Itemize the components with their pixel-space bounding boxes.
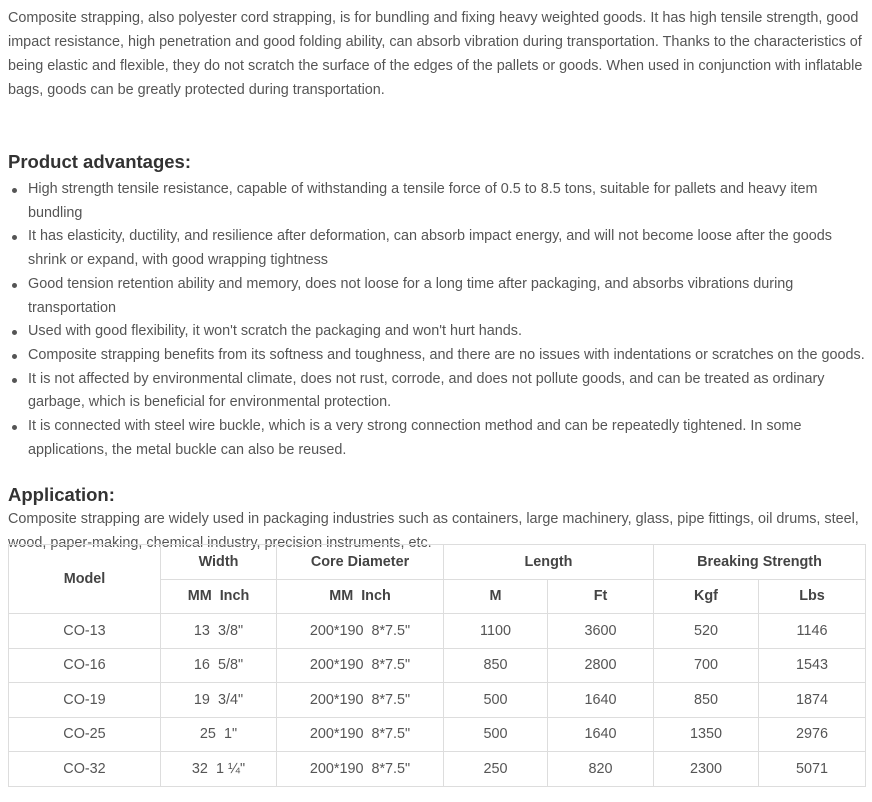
- width-inch-value: 1 ¼": [215, 760, 246, 777]
- lbs-cell: 1146: [759, 614, 866, 649]
- advantage-item: It is connected with steel wire buckle, which is a very strong connection method and can be repeatedly tightened. In some applications, the metal buckle can also be reused.: [28, 415, 868, 462]
- model-cell: CO-19: [9, 683, 161, 718]
- table-row: [9, 614, 866, 649]
- width-inch-value: 3/8": [217, 622, 244, 639]
- width-header: Width: [161, 545, 277, 580]
- intro-paragraph: Composite strapping, also polyester cord strapping, is for bundling and fixing heavy weighted goods. It has high tensile strength, good impact resistance, high penetration and good folding ability, can absorb vibration during transportation. Thanks to the characteristics of being elastic and flexible, they do not scratch the surface of the edges of the pallets or goods. When used in conjunction with inflatable bags, goods can be greatly protected during transportation.: [8, 10, 863, 98]
- length-m-cell: 500: [444, 717, 548, 752]
- width-cell: [161, 614, 277, 649]
- length-ft-cell: 1640: [548, 717, 654, 752]
- model-cell: CO-13: [9, 614, 161, 649]
- core-inch-value: 8*7.5": [371, 622, 411, 639]
- core-mm-value: 200*190: [309, 691, 364, 708]
- breaking-strength-header: Breaking Strength: [654, 545, 866, 580]
- lbs-cell: 2976: [759, 717, 866, 752]
- width-mm-value: 19: [193, 691, 210, 708]
- model-cell: CO-25: [9, 717, 161, 752]
- width-mm-value: 32: [191, 760, 208, 777]
- advantage-item: Composite strapping benefits from its softness and toughness, and there are no issues with indentations or scratches on the goods.: [28, 344, 868, 368]
- width-inch-label: Inch: [219, 588, 250, 605]
- length-m-cell: 500: [444, 683, 548, 718]
- core-inch-value: 8*7.5": [371, 691, 411, 708]
- width-inch-value: 1": [223, 726, 238, 743]
- kgf-cell: 850: [654, 683, 759, 718]
- table-row: [9, 683, 866, 718]
- width-mm-label: MM: [187, 588, 212, 605]
- length-m-cell: 1100: [444, 614, 548, 649]
- kgf-cell: 520: [654, 614, 759, 649]
- length-ft-cell: 1640: [548, 683, 654, 718]
- core-mm-label: MM: [329, 588, 354, 605]
- specification-table: [8, 544, 866, 787]
- width-cell: [161, 648, 277, 683]
- core-inch-value: 8*7.5": [371, 760, 411, 777]
- lbs-cell: 5071: [759, 752, 866, 787]
- length-ft-header: Ft: [548, 579, 654, 614]
- advantage-item: It is not affected by environmental climate, does not rust, corrode, and does not pollute goods, and can be treated as ordinary garbage, which is beneficial for environmental protection.: [28, 368, 868, 415]
- core-mm-value: 200*190: [309, 622, 364, 639]
- length-ft-cell: 3600: [548, 614, 654, 649]
- length-m-cell: 250: [444, 752, 548, 787]
- length-m-header: M: [444, 579, 548, 614]
- advantage-item: Good tension retention ability and memory, does not loose for a long time after packaging, and absorbs vibrations during transportation: [28, 273, 868, 320]
- application-heading: Application:: [8, 484, 115, 506]
- width-mm-value: 25: [199, 726, 216, 743]
- core-inch-value: 8*7.5": [371, 726, 411, 743]
- width-inch-value: 5/8": [217, 657, 244, 674]
- core-cell: [277, 614, 444, 649]
- core-cell: [277, 717, 444, 752]
- kgf-cell: 2300: [654, 752, 759, 787]
- kgf-cell: 700: [654, 648, 759, 683]
- width-cell: [161, 683, 277, 718]
- core-inch-value: 8*7.5": [371, 657, 411, 674]
- length-ft-cell: 2800: [548, 648, 654, 683]
- lbs-cell: 1543: [759, 648, 866, 683]
- core-diameter-header: Core Diameter: [277, 545, 444, 580]
- core-inch-label: Inch: [361, 588, 391, 605]
- model-cell: CO-16: [9, 648, 161, 683]
- application-paragraph: Composite strapping are widely used in packaging industries such as containers, large machinery, glass, pipe fittings, oil drums, steel, wood, paper-making, chemical industry, precision instruments, etc.: [8, 511, 859, 552]
- model-header: Model: [9, 545, 161, 614]
- width-mm-value: 13: [193, 622, 210, 639]
- table-header-row: [9, 545, 866, 580]
- lbs-header: Lbs: [759, 579, 866, 614]
- width-inch-value: 3/4": [217, 691, 244, 708]
- length-header: Length: [444, 545, 654, 580]
- kgf-cell: 1350: [654, 717, 759, 752]
- core-mm-value: 200*190: [309, 760, 364, 777]
- product-description: [8, 6, 868, 555]
- core-cell: [277, 752, 444, 787]
- length-ft-cell: 820: [548, 752, 654, 787]
- core-mm-value: 200*190: [309, 657, 364, 674]
- kgf-header: Kgf: [654, 579, 759, 614]
- table-row: [9, 752, 866, 787]
- core-cell: [277, 683, 444, 718]
- core-units-header: [277, 579, 444, 614]
- core-cell: [277, 648, 444, 683]
- length-m-cell: 850: [444, 648, 548, 683]
- table-row: [9, 648, 866, 683]
- core-mm-value: 200*190: [309, 726, 364, 743]
- table-row: [9, 717, 866, 752]
- advantages-list: [8, 178, 868, 462]
- width-units-header: [161, 579, 277, 614]
- advantages-heading: Product advantages:: [8, 151, 191, 172]
- width-cell: [161, 717, 277, 752]
- advantage-item: High strength tensile resistance, capable of withstanding a tensile force of 0.5 to 8.5 tons, suitable for pallets and heavy item bundling: [28, 178, 868, 225]
- width-cell: [161, 752, 277, 787]
- width-mm-value: 16: [193, 657, 210, 674]
- lbs-cell: 1874: [759, 683, 866, 718]
- model-cell: CO-32: [9, 752, 161, 787]
- advantage-item: Used with good flexibility, it won't scratch the packaging and won't hurt hands.: [28, 320, 868, 344]
- advantage-item: It has elasticity, ductility, and resilience after deformation, can absorb impact energy, and will not become loose after the goods shrink or expand, with good wrapping tightness: [28, 225, 868, 272]
